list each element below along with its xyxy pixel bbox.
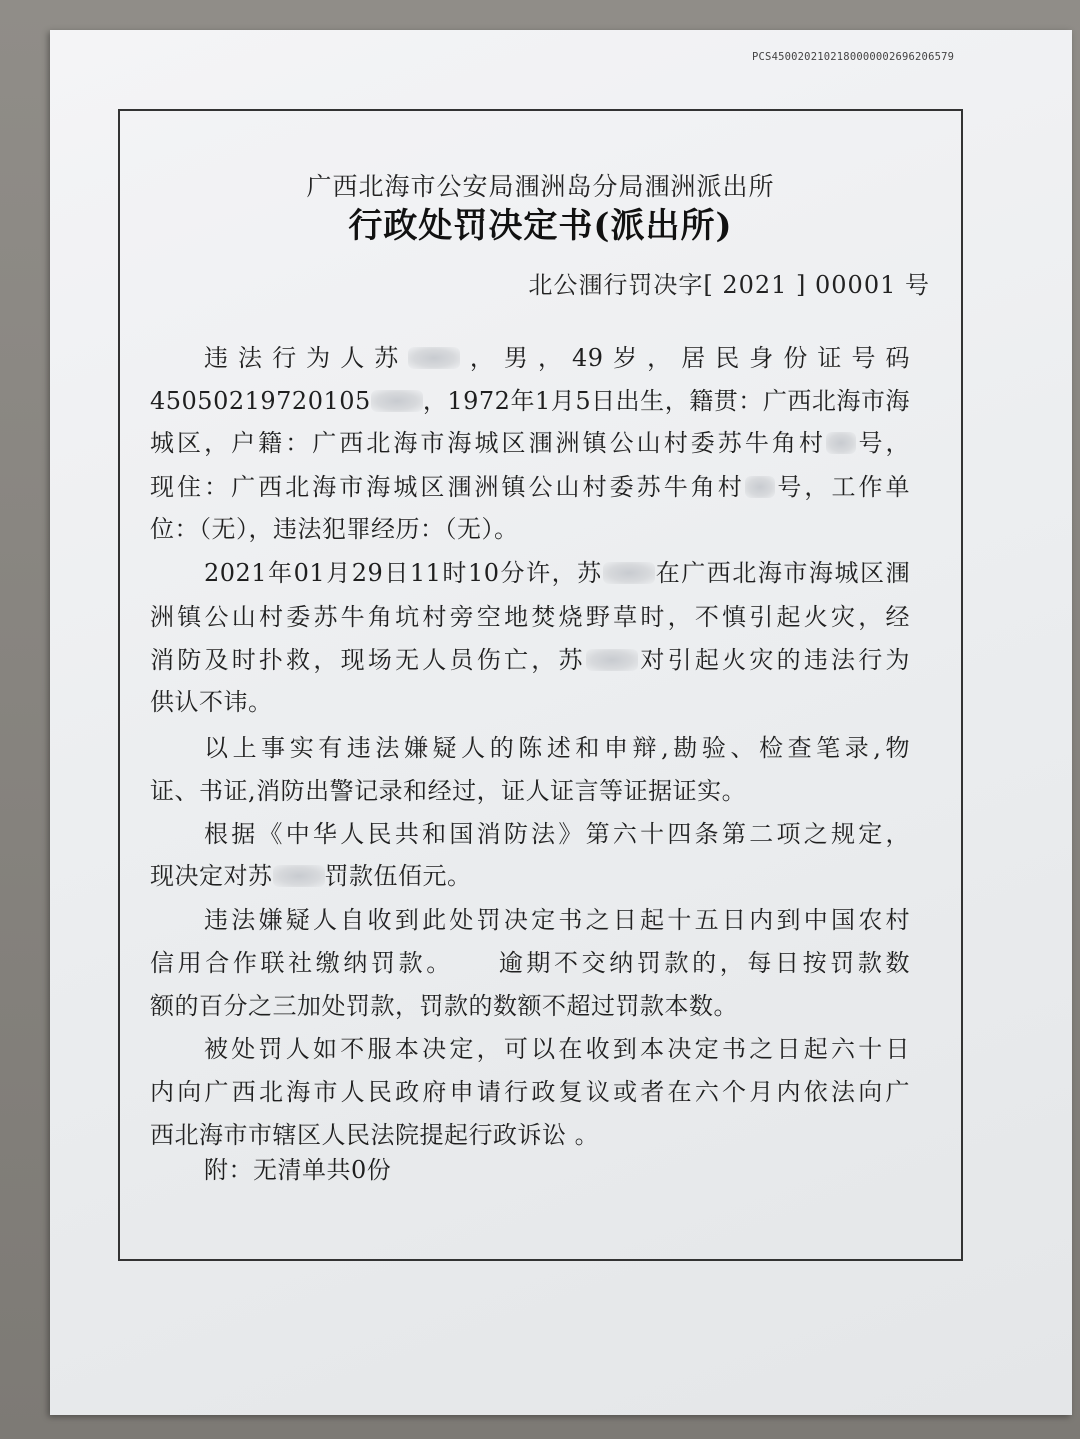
paragraph-6-line-3 xyxy=(150,1115,910,1150)
text-segment: 城区， xyxy=(150,429,232,457)
text-segment: 根据《中华人民共和国消防法》第六十四条第二项之规定， xyxy=(204,820,910,848)
redaction-blur xyxy=(826,432,856,454)
text-segment: ，男，49岁，居民身份证号码 xyxy=(460,344,911,372)
text-segment: 在广西北海市海城区涠 xyxy=(654,559,911,587)
document-code: PCS4500202102180000002696206579 xyxy=(752,51,955,63)
text-segment: 被处罚人如不服本决定，可以在收到本决定书之日起六十日 xyxy=(204,1035,910,1063)
text-segment: 户籍：广西北海市海城区涠洲镇公山村委苏牛角村 xyxy=(231,429,826,457)
text-segment: 消防及时扑救，现场无人员伤亡，苏 xyxy=(150,646,586,674)
redaction-blur xyxy=(603,562,655,584)
paragraph-1-line-2 xyxy=(150,381,910,416)
paragraph-4-line-1 xyxy=(204,814,910,849)
text-segment: 违法嫌疑人自收到此处罚决定书之日起十五日内到中国农村 xyxy=(204,906,910,934)
text-segment: 西北海市市辖区人民法院提起行政诉讼 。 xyxy=(150,1121,600,1149)
text-segment: 2021年01月29日11时10分许，苏 xyxy=(204,559,603,587)
text-segment: 罚款伍佰元。 xyxy=(324,862,472,890)
redaction-blur xyxy=(273,865,325,887)
paragraph-2-line-2 xyxy=(150,597,910,632)
paragraph-3-line-1 xyxy=(204,728,910,763)
paragraph-1-line-3 xyxy=(150,423,910,458)
text-segment: 证、书证,消防出警记录和经过，证人证言等证据证实。 xyxy=(150,777,747,805)
paragraph-6-line-2 xyxy=(150,1072,910,1107)
paragraph-5-line-3 xyxy=(150,986,910,1021)
text-segment: ，1972年1月5日出生，籍贯：广西北海市海 xyxy=(422,387,910,415)
paragraph-2-line-4 xyxy=(150,682,910,717)
text-segment: 内向广西北海市人民政府申请行政复议或者在六个月内依法向广 xyxy=(150,1078,910,1106)
text-segment: 供认不讳。 xyxy=(150,688,273,716)
text-segment: 以上事实有违法嫌疑人的陈述和申辩,勘验、检查笔录,物 xyxy=(204,734,910,762)
text-segment: 附：无清单共0份 xyxy=(204,1156,392,1184)
document-title: 行政处罚决定书(派出所) xyxy=(348,206,733,246)
redaction-blur xyxy=(371,390,423,412)
text-segment: 号， xyxy=(855,429,911,457)
redaction-blur xyxy=(408,347,460,369)
text-segment: 违法行为人苏 xyxy=(204,344,409,372)
document-number: 北公涠行罚决字[ 2021 ] 00001 号 xyxy=(528,271,930,299)
attachment-note xyxy=(204,1150,910,1185)
paragraph-1-line-1 xyxy=(204,338,910,373)
text-segment: 信用合作联社缴纳罚款。 逾期不交纳罚款的，每日按罚款数 xyxy=(150,949,910,977)
text-segment: 额的百分之三加处罚款，罚款的数额不超过罚款本数。 xyxy=(150,992,738,1020)
paragraph-5-line-1 xyxy=(204,900,910,935)
text-segment: 现决定对苏 xyxy=(150,862,273,890)
text-segment: 号，工作单 xyxy=(774,473,911,501)
text-segment: 对引起火灾的违法行为 xyxy=(637,646,911,674)
text-segment: 现住：广西北海市海城区涠洲镇公山村委苏牛角村 xyxy=(150,473,745,501)
redaction-blur xyxy=(745,476,775,498)
paragraph-6-line-1 xyxy=(204,1029,910,1064)
text-segment: 45050219720105 xyxy=(150,387,371,415)
paragraph-4-line-2 xyxy=(150,856,910,891)
redaction-blur xyxy=(586,649,638,671)
paragraph-2-line-3 xyxy=(150,640,910,675)
paragraph-1-line-4 xyxy=(150,467,910,502)
paragraph-5-line-2 xyxy=(150,943,910,978)
issuer-name: 广西北海市公安局涠洲岛分局涠洲派出所 xyxy=(306,172,775,201)
paragraph-2-line-1 xyxy=(204,553,910,588)
text-segment: 位：（无），违法犯罪经历：（无）。 xyxy=(150,515,519,543)
paragraph-3-line-2 xyxy=(150,771,910,806)
text-segment: 洲镇公山村委苏牛角坑村旁空地焚烧野草时，不慎引起火灾，经 xyxy=(150,603,910,631)
paragraph-1-line-5 xyxy=(150,509,910,544)
